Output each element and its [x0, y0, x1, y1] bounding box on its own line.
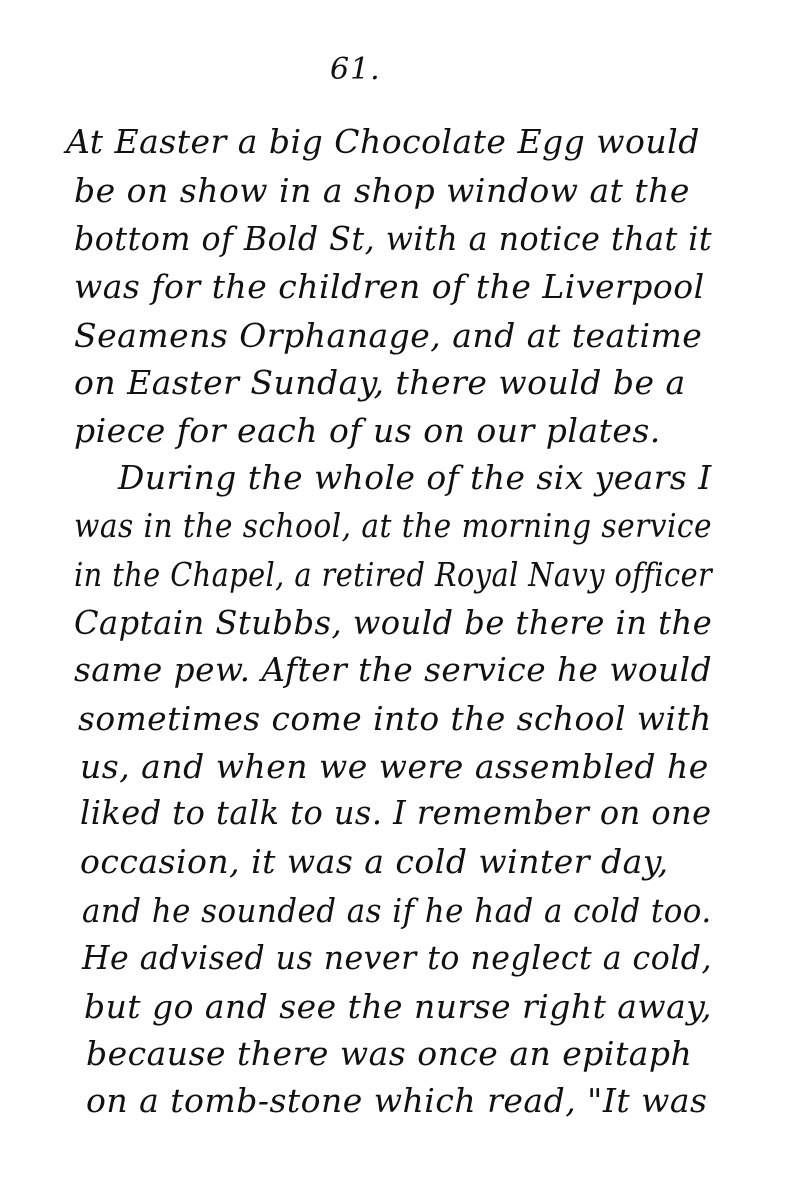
text-line: was in the school, at the morning service [74, 506, 712, 545]
text-line: us, and when we were assembled he [80, 747, 709, 786]
text-line: liked to talk to us. I remember on one [80, 793, 712, 832]
text-line: Seamens Orphanage, and at teatime [74, 316, 703, 355]
text-line: piece for each of us on our plates. [74, 411, 661, 450]
text-line: bottom of Bold St, with a notice that it [74, 219, 713, 258]
text-line: but go and see the nurse right away, [84, 987, 712, 1026]
text-line: occasion, it was a cold winter day, [80, 842, 669, 881]
text-line: During the whole of the six years I [118, 458, 712, 497]
text-line: on Easter Sunday, there would be a [74, 363, 686, 402]
text-line: was for the children of the Liverpool [74, 267, 705, 306]
text-line: At Easter a big Chocolate Egg would [66, 122, 700, 161]
text-line: sometimes come into the school with [78, 699, 712, 738]
text-line: on a tomb-stone which read, "It was [86, 1081, 708, 1120]
text-line: in the Chapel, a retired Royal Navy officer [74, 555, 713, 594]
text-line: be on show in a shop window at the [74, 171, 690, 210]
text-line: and he sounded as if he had a cold too. [82, 891, 712, 930]
page-number: 61. [330, 52, 381, 87]
text-line: Captain Stubbs, would be there in the [74, 603, 713, 642]
text-line: He advised us never to neglect a cold, [82, 938, 712, 977]
text-line: because there was once an epitaph [86, 1034, 693, 1073]
text-line: same pew. After the service he would [74, 650, 713, 689]
